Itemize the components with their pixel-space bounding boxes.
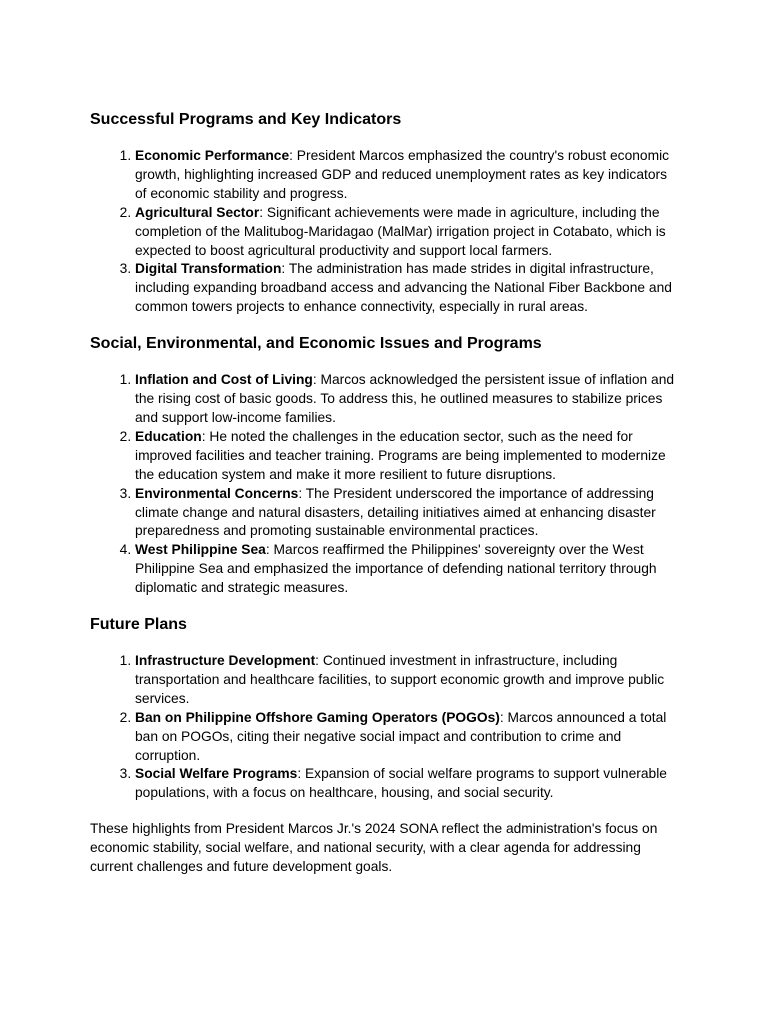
item-term: Ban on Philippine Offshore Gaming Operators (POGOs) bbox=[135, 709, 500, 725]
list-item bbox=[135, 204, 680, 261]
section-heading: Social, Environmental, and Economic Issues and Programs bbox=[90, 335, 542, 353]
item-term: Infrastructure Development bbox=[135, 653, 316, 669]
item-text: : Significant achievements were made in agriculture, including the completion of the Malitubog-Maridagao (MalMar) irrigation project in Cotabato, which is expected to boost agricultural productivity and support local farmers. bbox=[135, 204, 666, 258]
item-text: : Marcos acknowledged the persistent issue of inflation and the rising cost of basic goods. To address this, he outlined measures to stabilize prices and support low-income families. bbox=[135, 372, 675, 425]
list-item bbox=[135, 652, 680, 709]
item-term: Education bbox=[135, 428, 202, 444]
list-item bbox=[135, 260, 680, 317]
section-issues-and-programs bbox=[90, 334, 680, 598]
list-item bbox=[135, 428, 680, 485]
closing-paragraph: These highlights from President Marcos Jr.'s 2024 SONA reflect the administration's focus on economic stability, social welfare, and national security, with a clear agenda for addressing current challenges and future development goals. bbox=[90, 821, 658, 875]
item-text: : President Marcos emphasized the country's robust economic growth, highlighting increased GDP and reduced unemployment rates as key indicators of economic stability and progress. bbox=[135, 148, 670, 201]
section-heading: Future Plans bbox=[90, 616, 187, 634]
item-term: Digital Transformation bbox=[135, 261, 282, 277]
item-term: Economic Performance bbox=[135, 148, 290, 163]
item-text: : He noted the challenges in the education sector, such as the need for improved facilities and teacher training. Programs are being implemented to modernize the education system and make it more resilient to future disruptions. bbox=[135, 428, 666, 482]
item-term: Social Welfare Programs bbox=[135, 766, 298, 782]
list-item bbox=[135, 765, 680, 803]
numbered-list bbox=[90, 652, 680, 803]
item-text: : Marcos reaffirmed the Philippines' sovereignty over the West Philippine Sea and emphasized the importance of defending national territory through diplomatic and strategic measures. bbox=[135, 542, 657, 596]
item-term: West Philippine Sea bbox=[135, 542, 266, 558]
section-successful-programs bbox=[90, 110, 680, 317]
item-text: : The administration has made strides in digital infrastructure, including expanding broadband access and advancing the National Fiber Backbone and common towers projects to enhance connectivity, especially in rural areas. bbox=[135, 261, 672, 315]
numbered-list bbox=[90, 371, 680, 598]
list-item bbox=[135, 709, 680, 766]
section-heading: Successful Programs and Key Indicators bbox=[90, 111, 402, 128]
list-item bbox=[135, 541, 680, 598]
item-term: Environmental Concerns bbox=[135, 485, 299, 501]
item-text: : Continued investment in infrastructure, including transportation and healthcare facilities, to support economic growth and improve public services. bbox=[135, 653, 665, 706]
numbered-list bbox=[90, 147, 680, 317]
item-text: : Expansion of social welfare programs to support vulnerable populations, with a focus on healthcare, housing, and social security. bbox=[135, 766, 667, 801]
item-term: Inflation and Cost of Living bbox=[135, 372, 313, 388]
item-text: : Marcos announced a total ban on POGOs, citing their negative social impact and contribution to crime and corruption. bbox=[135, 709, 667, 763]
item-term: Agricultural Sector bbox=[135, 204, 260, 220]
list-item bbox=[135, 371, 680, 428]
list-item bbox=[135, 485, 680, 542]
item-text: : The President underscored the importance of addressing climate change and natural disasters, detailing initiatives aimed at enhancing disaster preparedness and promoting sustainable environmental practices. bbox=[135, 485, 656, 539]
section-future-plans bbox=[90, 615, 680, 803]
list-item bbox=[135, 147, 680, 204]
